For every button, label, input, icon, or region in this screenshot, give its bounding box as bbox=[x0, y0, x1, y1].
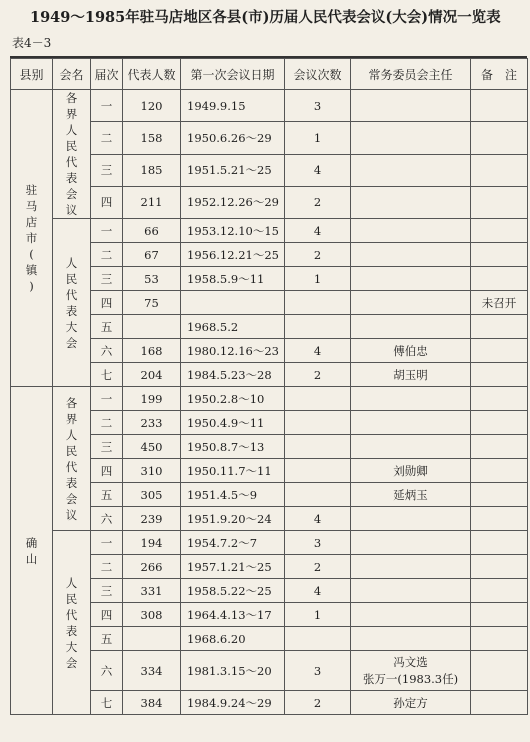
vertical-char: 大 bbox=[65, 639, 78, 654]
reps-cell: 450 bbox=[123, 435, 181, 459]
session-cell: 二 bbox=[91, 555, 123, 579]
vertical-char: 各 bbox=[65, 91, 78, 105]
page-title: 1949～1985年驻马店地区各县(市)历届人民代表会议(大会)情况一览表 bbox=[30, 9, 501, 26]
session-cell: 一 bbox=[91, 531, 123, 555]
reps-cell: 331 bbox=[123, 579, 181, 603]
date-cell: 1950.2.8～10 bbox=[181, 387, 285, 411]
date-cell: 1964.4.13～17 bbox=[181, 603, 285, 627]
remarks-cell bbox=[471, 435, 528, 459]
vertical-char: 店 bbox=[25, 215, 38, 229]
vertical-char: 表 bbox=[65, 303, 78, 318]
chair-cell bbox=[351, 122, 471, 154]
chair-cell bbox=[351, 435, 471, 459]
date-cell: 1968.6.20 bbox=[181, 627, 285, 651]
vertical-char: 表 bbox=[65, 475, 78, 490]
meeting-name-cell bbox=[53, 387, 91, 531]
vertical-char: 各 bbox=[65, 395, 78, 410]
data-table-container bbox=[10, 56, 527, 715]
remarks-cell bbox=[471, 627, 528, 651]
count-cell: 2 bbox=[285, 555, 351, 579]
vertical-char: 会 bbox=[65, 491, 78, 506]
session-cell: 三 bbox=[91, 435, 123, 459]
reps-cell: 211 bbox=[123, 186, 181, 218]
remarks-cell bbox=[471, 267, 528, 291]
date-cell: 1950.8.7～13 bbox=[181, 435, 285, 459]
session-cell: 三 bbox=[91, 579, 123, 603]
remarks-cell bbox=[471, 507, 528, 531]
vertical-char: 代 bbox=[65, 287, 78, 302]
session-cell: 一 bbox=[91, 387, 123, 411]
table-number: 表4－3 bbox=[12, 36, 52, 50]
count-cell bbox=[285, 411, 351, 435]
session-cell: 一 bbox=[91, 90, 123, 122]
table-row bbox=[11, 90, 528, 122]
chair-cell bbox=[351, 531, 471, 555]
remarks-cell bbox=[471, 555, 528, 579]
header-remarks: 备 注 bbox=[471, 59, 528, 90]
vertical-char: ( bbox=[29, 247, 34, 261]
session-cell: 六 bbox=[91, 507, 123, 531]
header-meeting-count: 会议次数 bbox=[285, 59, 351, 90]
chair-cell bbox=[351, 627, 471, 651]
vertical-char: 人 bbox=[65, 123, 78, 137]
county-cell bbox=[11, 90, 53, 387]
count-cell: 3 bbox=[285, 531, 351, 555]
chair-cell: 延炳玉 bbox=[351, 483, 471, 507]
reps-cell: 266 bbox=[123, 555, 181, 579]
remarks-cell bbox=[471, 90, 528, 122]
vertical-char: 山 bbox=[25, 551, 38, 566]
count-cell: 2 bbox=[285, 186, 351, 218]
date-cell: 1951.9.20～24 bbox=[181, 507, 285, 531]
chair-cell bbox=[351, 90, 471, 122]
date-cell: 1951.5.21～25 bbox=[181, 154, 285, 186]
count-cell bbox=[285, 387, 351, 411]
chair-cell: 刘勋卿 bbox=[351, 459, 471, 483]
remarks-cell bbox=[471, 459, 528, 483]
session-cell: 五 bbox=[91, 627, 123, 651]
chair-cell bbox=[351, 603, 471, 627]
header-representatives: 代表人数 bbox=[123, 59, 181, 90]
header-session: 届次 bbox=[91, 59, 123, 90]
session-cell: 四 bbox=[91, 291, 123, 315]
vertical-char: 民 bbox=[65, 443, 78, 458]
date-cell: 1951.4.5～9 bbox=[181, 483, 285, 507]
chair-cell bbox=[351, 186, 471, 218]
session-cell: 七 bbox=[91, 363, 123, 387]
remarks-cell bbox=[471, 186, 528, 218]
date-cell: 1956.12.21～25 bbox=[181, 243, 285, 267]
date-cell: 1958.5.9～11 bbox=[181, 267, 285, 291]
date-cell: 1950.11.7～11 bbox=[181, 459, 285, 483]
date-cell: 1950.4.9～11 bbox=[181, 411, 285, 435]
header-meeting-name: 会名 bbox=[53, 59, 91, 90]
date-cell: 1953.12.10～15 bbox=[181, 219, 285, 243]
vertical-char: 会 bbox=[65, 187, 78, 201]
header-standing-committee-chair: 常务委员会主任 bbox=[351, 59, 471, 90]
chair-cell bbox=[351, 315, 471, 339]
remarks-cell bbox=[471, 122, 528, 154]
meeting-name-cell bbox=[53, 90, 91, 219]
vertical-char: 马 bbox=[25, 199, 38, 213]
count-cell: 3 bbox=[285, 651, 351, 691]
remarks-cell bbox=[471, 411, 528, 435]
table-body bbox=[11, 90, 528, 715]
count-cell: 2 bbox=[285, 363, 351, 387]
session-cell: 四 bbox=[91, 603, 123, 627]
chair-cell bbox=[351, 555, 471, 579]
reps-cell bbox=[123, 627, 181, 651]
header-row bbox=[11, 59, 528, 90]
count-cell bbox=[285, 435, 351, 459]
reps-cell: 384 bbox=[123, 691, 181, 715]
remarks-cell bbox=[471, 483, 528, 507]
remarks-cell bbox=[471, 243, 528, 267]
date-cell: 1957.1.21～25 bbox=[181, 555, 285, 579]
reps-cell: 194 bbox=[123, 531, 181, 555]
reps-cell: 239 bbox=[123, 507, 181, 531]
vertical-char: 确 bbox=[25, 535, 38, 550]
reps-cell bbox=[123, 315, 181, 339]
remarks-cell bbox=[471, 219, 528, 243]
count-cell: 2 bbox=[285, 243, 351, 267]
vertical-char: 界 bbox=[65, 107, 78, 121]
session-cell: 五 bbox=[91, 315, 123, 339]
vertical-char: ) bbox=[29, 279, 34, 293]
table-row bbox=[11, 531, 528, 555]
reps-cell: 168 bbox=[123, 339, 181, 363]
reps-cell: 204 bbox=[123, 363, 181, 387]
reps-cell: 158 bbox=[123, 122, 181, 154]
remarks-cell bbox=[471, 339, 528, 363]
date-cell bbox=[181, 291, 285, 315]
count-cell: 4 bbox=[285, 154, 351, 186]
reps-cell: 75 bbox=[123, 291, 181, 315]
chair-cell bbox=[351, 291, 471, 315]
session-cell: 六 bbox=[91, 339, 123, 363]
count-cell bbox=[285, 627, 351, 651]
chair-cell bbox=[351, 219, 471, 243]
county-cell bbox=[11, 387, 53, 715]
vertical-char: 议 bbox=[65, 203, 78, 217]
remarks-cell bbox=[471, 387, 528, 411]
chair-cell bbox=[351, 651, 471, 691]
session-cell: 四 bbox=[91, 186, 123, 218]
date-cell: 1952.12.26～29 bbox=[181, 186, 285, 218]
reps-cell: 334 bbox=[123, 651, 181, 691]
remarks-cell bbox=[471, 651, 528, 691]
chair-cell: 胡玉明 bbox=[351, 363, 471, 387]
session-cell: 七 bbox=[91, 691, 123, 715]
table-row bbox=[11, 219, 528, 243]
count-cell: 4 bbox=[285, 219, 351, 243]
chair-cell bbox=[351, 243, 471, 267]
vertical-char: 代 bbox=[65, 607, 78, 622]
chair-cell: 傅伯忠 bbox=[351, 339, 471, 363]
reps-cell: 53 bbox=[123, 267, 181, 291]
date-cell: 1968.5.2 bbox=[181, 315, 285, 339]
vertical-char: 表 bbox=[65, 623, 78, 638]
remarks-cell bbox=[471, 363, 528, 387]
count-cell bbox=[285, 315, 351, 339]
session-cell: 二 bbox=[91, 243, 123, 267]
date-cell: 1954.7.2～7 bbox=[181, 531, 285, 555]
session-cell: 六 bbox=[91, 651, 123, 691]
count-cell: 1 bbox=[285, 122, 351, 154]
session-cell: 二 bbox=[91, 122, 123, 154]
vertical-char: 民 bbox=[65, 271, 78, 286]
header-county: 县别 bbox=[11, 59, 53, 90]
vertical-char: 民 bbox=[65, 591, 78, 606]
count-cell bbox=[285, 459, 351, 483]
chair-cell bbox=[351, 267, 471, 291]
date-cell: 1984.5.23～28 bbox=[181, 363, 285, 387]
reps-cell: 67 bbox=[123, 243, 181, 267]
reps-cell: 233 bbox=[123, 411, 181, 435]
chair-cell bbox=[351, 507, 471, 531]
date-cell: 1981.3.15～20 bbox=[181, 651, 285, 691]
count-cell bbox=[285, 483, 351, 507]
date-cell: 1949.9.15 bbox=[181, 90, 285, 122]
reps-cell: 310 bbox=[123, 459, 181, 483]
count-cell: 3 bbox=[285, 90, 351, 122]
chair-cell bbox=[351, 387, 471, 411]
reps-cell: 120 bbox=[123, 90, 181, 122]
count-cell: 1 bbox=[285, 603, 351, 627]
vertical-char: 表 bbox=[65, 171, 78, 185]
table-row bbox=[11, 387, 528, 411]
meeting-name-cell bbox=[53, 531, 91, 715]
reps-cell: 199 bbox=[123, 387, 181, 411]
vertical-char: 民 bbox=[65, 139, 78, 153]
count-cell: 4 bbox=[285, 507, 351, 531]
chair-cell bbox=[351, 154, 471, 186]
count-cell: 1 bbox=[285, 267, 351, 291]
vertical-char: 人 bbox=[65, 427, 78, 442]
chair-name-2: 张万一(1983.3任) bbox=[362, 671, 459, 686]
vertical-char: 镇 bbox=[25, 263, 38, 277]
session-cell: 四 bbox=[91, 459, 123, 483]
vertical-char: 代 bbox=[65, 155, 78, 169]
count-cell bbox=[285, 291, 351, 315]
chair-name: 冯文选 bbox=[393, 654, 428, 669]
reps-cell: 66 bbox=[123, 219, 181, 243]
vertical-char: 界 bbox=[65, 411, 78, 426]
vertical-char: 驻 bbox=[25, 183, 38, 197]
reps-cell: 305 bbox=[123, 483, 181, 507]
session-cell: 二 bbox=[91, 411, 123, 435]
vertical-char: 人 bbox=[65, 255, 78, 270]
remarks-cell: 未召开 bbox=[471, 291, 528, 315]
chair-cell: 孙定方 bbox=[351, 691, 471, 715]
date-cell: 1980.12.16～23 bbox=[181, 339, 285, 363]
remarks-cell bbox=[471, 315, 528, 339]
vertical-char: 代 bbox=[65, 459, 78, 474]
remarks-cell bbox=[471, 691, 528, 715]
vertical-char: 会 bbox=[65, 655, 78, 670]
vertical-char: 人 bbox=[65, 575, 78, 590]
count-cell: 4 bbox=[285, 579, 351, 603]
vertical-char: 市 bbox=[25, 231, 38, 245]
reps-cell: 308 bbox=[123, 603, 181, 627]
session-cell: 五 bbox=[91, 483, 123, 507]
vertical-char: 会 bbox=[65, 335, 78, 350]
date-cell: 1958.5.22～25 bbox=[181, 579, 285, 603]
vertical-char: 大 bbox=[65, 319, 78, 334]
remarks-cell bbox=[471, 603, 528, 627]
data-table bbox=[10, 58, 528, 715]
remarks-cell bbox=[471, 154, 528, 186]
date-cell: 1950.6.26～29 bbox=[181, 122, 285, 154]
reps-cell: 185 bbox=[123, 154, 181, 186]
vertical-char: 议 bbox=[65, 507, 78, 522]
remarks-cell bbox=[471, 579, 528, 603]
meeting-name-cell bbox=[53, 219, 91, 387]
remarks-cell bbox=[471, 531, 528, 555]
date-cell: 1984.9.24～29 bbox=[181, 691, 285, 715]
session-cell: 三 bbox=[91, 267, 123, 291]
chair-cell bbox=[351, 411, 471, 435]
count-cell: 4 bbox=[285, 339, 351, 363]
chair-cell bbox=[351, 579, 471, 603]
session-cell: 三 bbox=[91, 154, 123, 186]
session-cell: 一 bbox=[91, 219, 123, 243]
count-cell: 2 bbox=[285, 691, 351, 715]
header-first-meeting-date: 第一次会议日期 bbox=[181, 59, 285, 90]
